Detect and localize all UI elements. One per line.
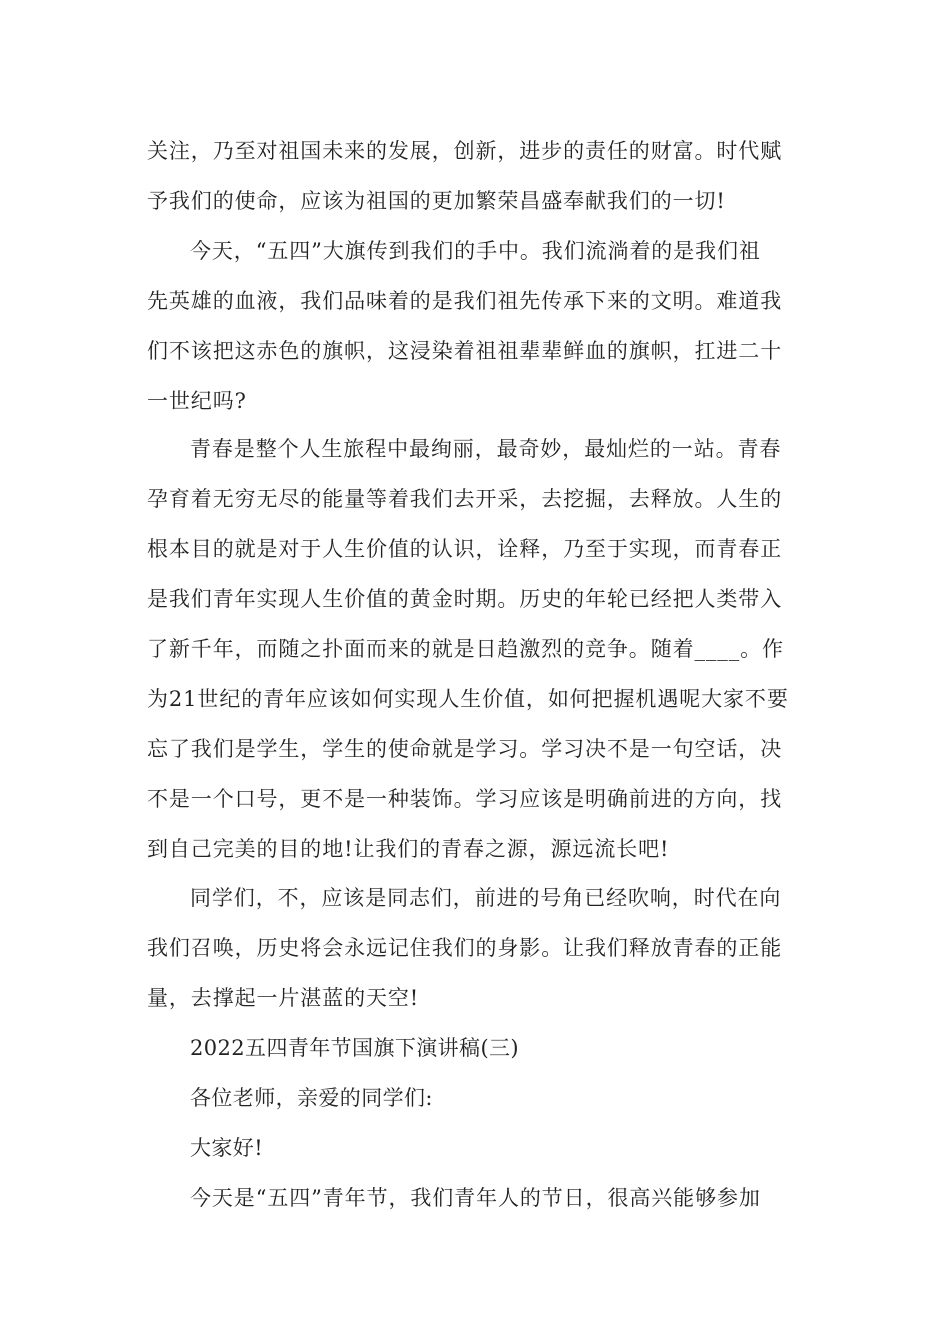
paragraph-line: 我们召唤，历史将会永远记住我们的身影。让我们释放青春的正能 bbox=[147, 936, 783, 960]
paragraph-line: 是我们青年实现人生价值的黄金时期。历史的年轮已经把人类带入 bbox=[147, 587, 783, 611]
paragraph-line: 孕育着无穷无尽的能量等着我们去开采，去挖掘，去释放。人生的 bbox=[147, 487, 783, 511]
paragraph-line: 到自己完美的目的地!让我们的青春之源，源远流长吧! bbox=[147, 837, 670, 861]
paragraph-line: 先英雄的血液，我们品味着的是我们祖先传承下来的文明。难道我 bbox=[147, 289, 783, 313]
paragraph-line: 根本目的就是对于人生价值的认识，诠释，乃至于实现，而青春正 bbox=[147, 537, 783, 561]
greeting-line: 大家好! bbox=[190, 1136, 264, 1160]
paragraph-line: 一世纪吗? bbox=[147, 389, 247, 413]
paragraph-line: 不是一个口号，更不是一种装饰。学习应该是明确前进的方向，找 bbox=[147, 787, 783, 811]
section-heading: 2022五四青年节国旗下演讲稿(三) bbox=[190, 1036, 520, 1060]
paragraph-line: 予我们的使命，应该为祖国的更加繁荣昌盛奉献我们的一切! bbox=[147, 189, 726, 213]
paragraph-line: 关注，乃至对祖国未来的发展，创新，进步的责任的财富。时代赋 bbox=[147, 139, 783, 163]
paragraph-line: 忘了我们是学生，学生的使命就是学习。学习决不是一句空话，决 bbox=[147, 737, 783, 761]
paragraph-line: 今天是“五四”青年节，我们青年人的节日，很高兴能够参加 bbox=[190, 1186, 761, 1210]
paragraph-line: 们不该把这赤色的旗帜，这浸染着祖祖辈辈鲜血的旗帜，扛进二十 bbox=[147, 339, 783, 363]
paragraph-line: 为21世纪的青年应该如何实现人生价值，如何把握机遇呢大家不要 bbox=[147, 687, 789, 711]
paragraph-line: 同学们，不，应该是同志们，前进的号角已经吹响，时代在向 bbox=[190, 886, 782, 910]
paragraph-line: 量，去撑起一片湛蓝的天空! bbox=[147, 986, 420, 1010]
salutation-line: 各位老师，亲爱的同学们: bbox=[190, 1086, 433, 1110]
paragraph-line: 今天，“五四”大旗传到我们的手中。我们流淌着的是我们祖 bbox=[190, 239, 761, 263]
paragraph-line: 了新千年，而随之扑面而来的就是日趋激烈的竞争。随着____。作 bbox=[147, 637, 784, 661]
paragraph-line: 青春是整个人生旅程中最绚丽，最奇妙，最灿烂的一站。青春 bbox=[190, 437, 782, 461]
